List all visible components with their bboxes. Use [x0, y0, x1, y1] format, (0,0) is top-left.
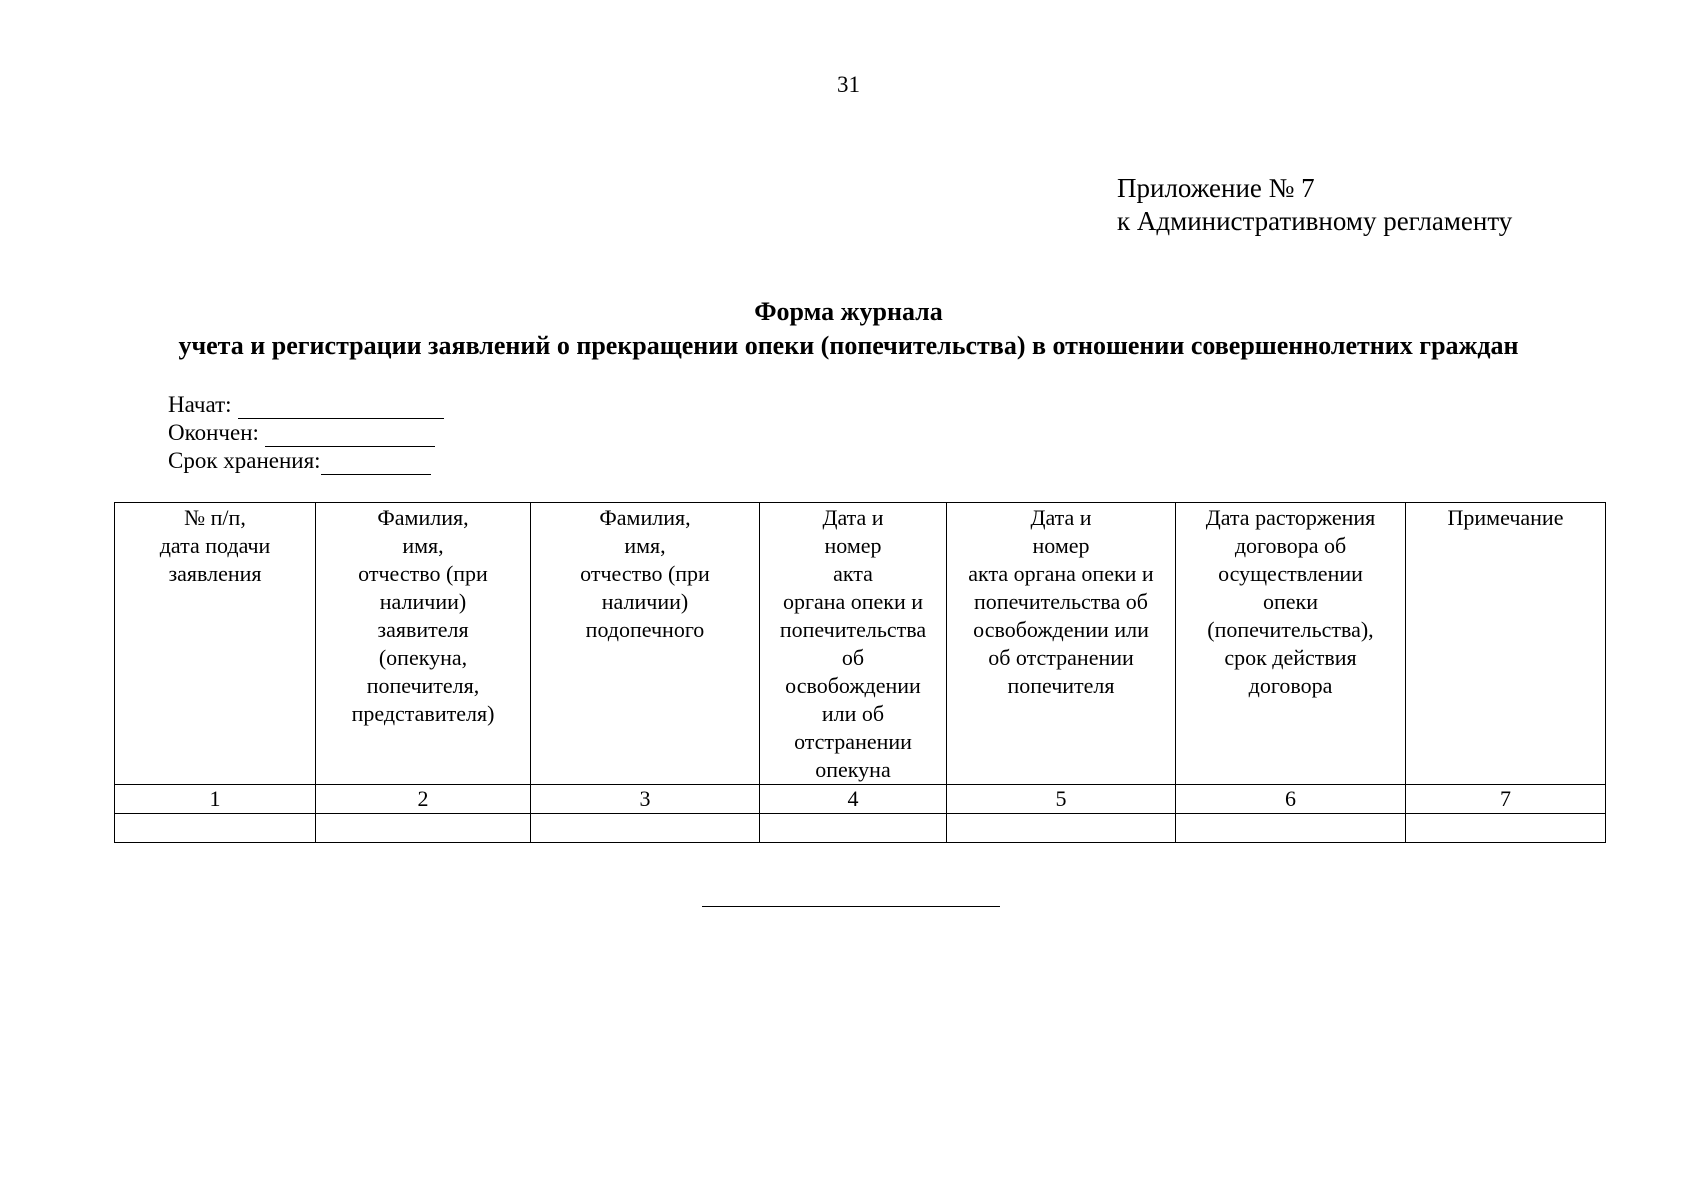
field-started — [168, 391, 444, 419]
appendix-number: Приложение № 7 — [1117, 173, 1315, 203]
column-number-4: 4 — [760, 785, 947, 814]
table-header-row — [115, 503, 1606, 785]
header-cell-4: Дата и номер акта органа опеки и попечительства об освобождении или об отстранении опекуна — [760, 503, 947, 785]
table-row — [115, 814, 1606, 843]
field-started-label: Начат: — [168, 392, 232, 417]
field-started-blank — [238, 398, 444, 419]
form-title — [0, 295, 1697, 363]
empty-cell — [316, 814, 531, 843]
appendix-reference — [1117, 172, 1512, 238]
header-cell-2: Фамилия, имя, отчество (при наличии) заявителя (опекуна, попечителя, представителя) — [316, 503, 531, 785]
field-storage-blank — [321, 454, 431, 475]
journal-fields — [168, 391, 444, 475]
field-ended — [168, 419, 444, 447]
form-title-line1: Форма журнала — [754, 297, 943, 326]
empty-cell — [1176, 814, 1406, 843]
appendix-regulation: к Административному регламенту — [1117, 206, 1513, 236]
form-title-line2: учета и регистрации заявлений о прекращении опеки (попечительства) в отношении совершеннолетних граждан — [178, 331, 1519, 360]
field-storage — [168, 447, 444, 475]
header-cell-7: Примечание — [1406, 503, 1606, 785]
column-number-6: 6 — [1176, 785, 1406, 814]
column-number-5: 5 — [947, 785, 1176, 814]
header-cell-5: Дата и номер акта органа опеки и попечительства об освобождении или об отстранении попечителя — [947, 503, 1176, 785]
page-number: 31 — [837, 72, 860, 97]
header-cell-1: № п/п, дата подачи заявления — [115, 503, 316, 785]
column-number-row — [115, 785, 1606, 814]
end-divider-line — [702, 906, 1000, 907]
column-number-3: 3 — [531, 785, 760, 814]
empty-cell — [947, 814, 1176, 843]
empty-cell — [760, 814, 947, 843]
empty-cell — [531, 814, 760, 843]
column-number-7: 7 — [1406, 785, 1606, 814]
empty-cell — [115, 814, 316, 843]
field-storage-label: Срок хранения: — [168, 448, 321, 473]
header-cell-3: Фамилия, имя, отчество (при наличии) подопечного — [531, 503, 760, 785]
field-ended-blank — [265, 426, 435, 447]
field-ended-label: Окончен: — [168, 420, 259, 445]
empty-cell — [1406, 814, 1606, 843]
column-number-1: 1 — [115, 785, 316, 814]
column-number-2: 2 — [316, 785, 531, 814]
header-cell-6: Дата расторжения договора об осуществлении опеки (попечительства), срок действия договора — [1176, 503, 1406, 785]
journal-table — [114, 502, 1606, 843]
